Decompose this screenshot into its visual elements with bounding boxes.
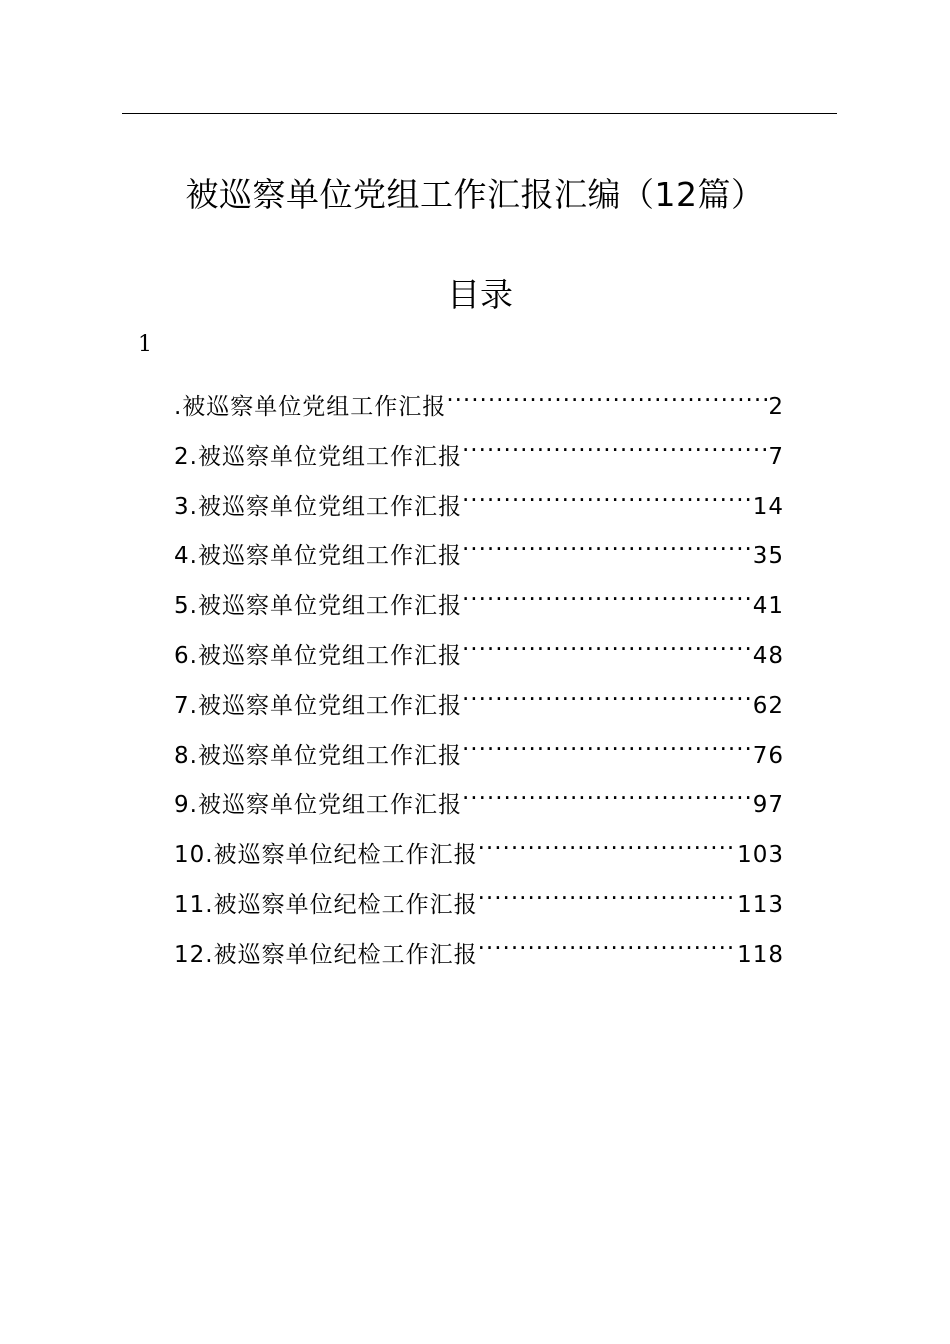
toc-entry-page: 2: [768, 394, 784, 420]
toc-entry-page: 62: [752, 692, 784, 719]
toc-entry-label: 7.被巡察单位党组工作汇报: [174, 692, 462, 719]
toc-entry[interactable]: [174, 374, 784, 424]
toc-entry-label: 3.被巡察单位党组工作汇报: [174, 493, 462, 520]
toc-entry-page: 103: [737, 842, 784, 869]
toc-leader-dots: [462, 523, 752, 563]
toc-entry-page: 118: [737, 941, 784, 968]
toc-entry[interactable]: [174, 872, 784, 922]
toc-entry-page: 41: [752, 593, 784, 620]
toc-leader-dots: [462, 623, 752, 663]
toc-entry-page: 76: [752, 742, 784, 769]
toc-leader-dots: [462, 673, 752, 713]
toc-entry-page: 14: [752, 493, 784, 520]
toc-entry-label: 11.被巡察单位纪检工作汇报: [174, 891, 478, 918]
toc-leader-dots: [446, 374, 767, 414]
toc-leader-dots: [462, 723, 752, 763]
toc-leader-dots: [478, 872, 737, 912]
toc-entry[interactable]: [174, 573, 784, 623]
toc-entry[interactable]: [174, 922, 784, 972]
toc-entry[interactable]: [174, 523, 784, 573]
document-title: 被巡察单位党组工作汇报汇编（12篇）: [185, 175, 765, 214]
toc-entry-page: 97: [752, 792, 784, 819]
toc-entry-label: 9.被巡察单位党组工作汇报: [174, 792, 462, 819]
toc-entry[interactable]: [174, 474, 784, 524]
toc-entry-label: 4.被巡察单位党组工作汇报: [174, 543, 462, 570]
toc-entry-label: 2.被巡察单位党组工作汇报: [174, 443, 462, 470]
toc-entry-page: 7: [768, 443, 784, 470]
toc-entry-page: 35: [752, 543, 784, 570]
toc-list: [174, 374, 784, 972]
toc-leader-dots: [462, 474, 752, 514]
toc-entry-label: .被巡察单位党组工作汇报: [174, 394, 447, 420]
toc-entry-label: 5.被巡察单位党组工作汇报: [174, 593, 462, 620]
toc-entry-label: 8.被巡察单位党组工作汇报: [174, 742, 462, 769]
toc-entry[interactable]: [174, 772, 784, 822]
header-rule: [122, 113, 837, 114]
toc-entry[interactable]: [174, 424, 784, 474]
toc-entry[interactable]: [174, 723, 784, 773]
toc-entry-label: 6.被巡察单位党组工作汇报: [174, 642, 462, 669]
toc-entry-page: 48: [752, 642, 784, 669]
toc-leader-dots: [478, 822, 737, 862]
stray-number: 1: [138, 332, 152, 357]
toc-leader-dots: [478, 922, 737, 962]
toc-leader-dots: [462, 573, 752, 613]
toc-heading: 目录: [447, 275, 513, 314]
toc-entry-label: 10.被巡察单位纪检工作汇报: [174, 842, 478, 869]
toc-entry[interactable]: [174, 623, 784, 673]
toc-leader-dots: [462, 772, 752, 812]
toc-entry-page: 113: [737, 891, 784, 918]
toc-entry[interactable]: [174, 822, 784, 872]
toc-entry-label: 12.被巡察单位纪检工作汇报: [174, 941, 478, 968]
toc-leader-dots: [462, 424, 767, 464]
toc-entry[interactable]: [174, 673, 784, 723]
